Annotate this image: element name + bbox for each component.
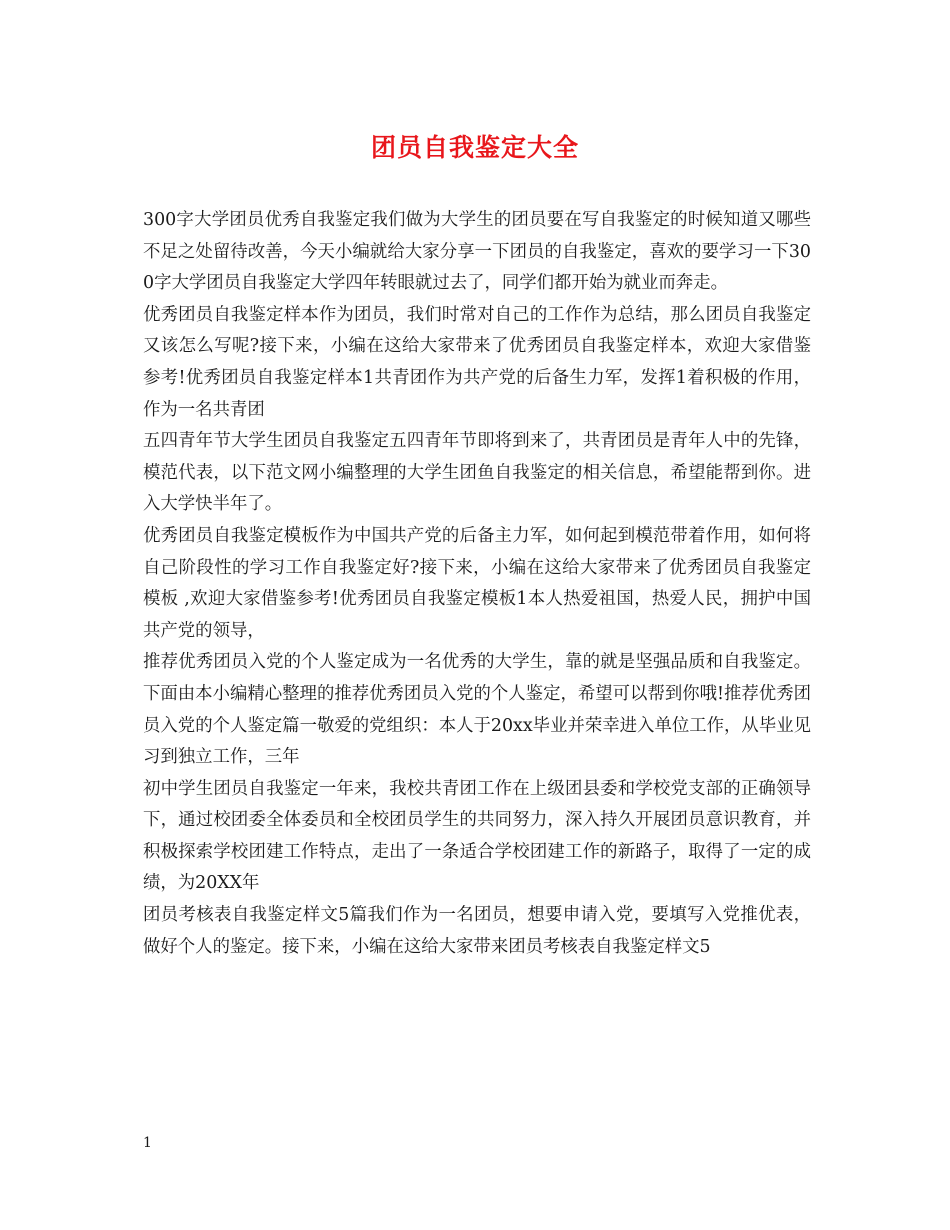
document-title: 团员自我鉴定大全 <box>370 133 579 162</box>
paragraph: 优秀团员自我鉴定样本作为团员，我们时常对自己的工作作为总结，那么团员自我鉴定又该怎么写呢?接下来，小编在这给大家带来了优秀团员自我鉴定样本，欢迎大家借鉴参考!优秀团员自我鉴定样本1共青团作为共产党的后备生力军，发挥1着积极的作用，作为一名共青团 <box>143 304 811 420</box>
paragraph: 优秀团员自我鉴定模板作为中国共产党的后备主力军，如何起到模范带着作用，如何将自己阶段性的学习工作自我鉴定好?接下来，小编在这给大家带来了优秀团员自我鉴定模板 ,欢迎大家借鉴参考!优秀团员自我鉴定模板1本人热爱祖国，热爱人民，拥护中国共产党的领导， <box>143 525 811 641</box>
paragraph: 初中学生团员自我鉴定一年来，我校共青团工作在上级团县委和学校党支部的正确领导下，通过校团委全体委员和全校团员学生的共同努力，深入持久开展团员意识教育，并积极探索学校团建工作特点，走出了一条适合学校团建工作的新路子，取得了一定的成绩，为20XX年 <box>143 778 811 894</box>
paragraph: 300字大学团员优秀自我鉴定我们做为大学生的团员要在写自我鉴定的时候知道又哪些不足之处留待改善，今天小编就给大家分享一下团员的自我鉴定，喜欢的要学习一下300字大学团员自我鉴定大学四年转眼就过去了，同学们都开始为就业而奔走。 <box>143 210 811 294</box>
document-body <box>143 205 811 963</box>
paragraph: 团员考核表自我鉴定样文5篇我们作为一名团员，想要申请入党，要填写入党推优表，做好个人的鉴定。接下来，小编在这给大家带来团员考核表自我鉴定样文5 <box>143 905 811 957</box>
paragraph: 五四青年节大学生团员自我鉴定五四青年节即将到来了，共青团员是青年人中的先锋，模范代表，以下范文网小编整理的大学生团鱼自我鉴定的相关信息，希望能帮到你。进入大学快半年了。 <box>143 431 811 515</box>
page-number: 1 <box>143 1135 152 1151</box>
paragraph: 推荐优秀团员入党的个人鉴定成为一名优秀的大学生，靠的就是坚强品质和自我鉴定。下面由本小编精心整理的推荐优秀团员入党的个人鉴定，希望可以帮到你哦!推荐优秀团员入党的个人鉴定篇一敬爱的党组织：本人于20xx毕业并荣幸进入单位工作，从毕业见习到独立工作，三年 <box>143 652 811 768</box>
